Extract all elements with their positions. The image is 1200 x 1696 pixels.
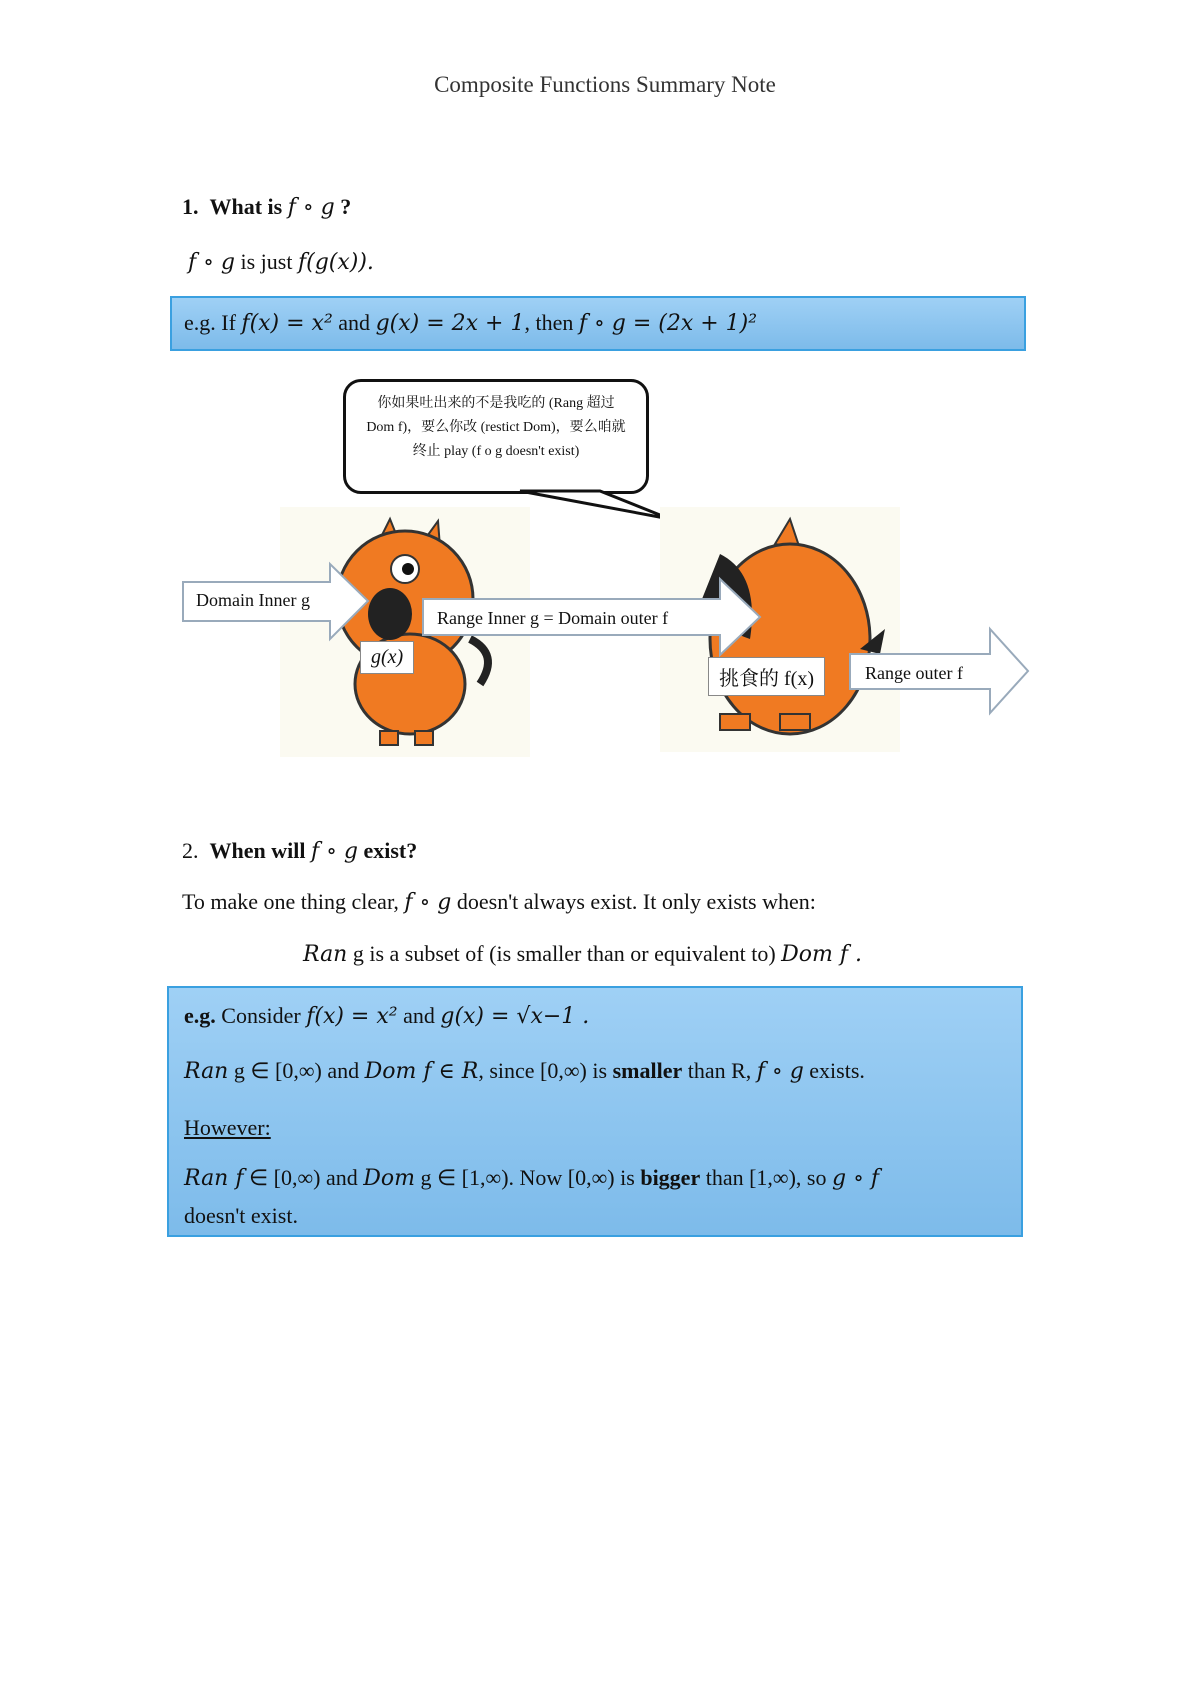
text: To make one thing clear, [182,889,399,914]
text: bigger [640,1165,701,1190]
text: , since [478,1058,535,1083]
example-line-1 [184,996,1006,1037]
however-line [184,1100,1006,1156]
math: f ∘ g = (2x + 1)² [578,311,758,336]
picky-fx-label: 挑食的 f(x) [708,657,825,696]
heading-text: What is [209,194,283,219]
text: However: [184,1115,271,1140]
heading-text: exist? [363,838,418,863]
text: smaller [612,1058,683,1083]
text: g is a subset of (is smaller than or equivalent to) [352,941,776,966]
text: g ∈ [1,∞). Now [420,1165,563,1190]
heading-math: f ∘ g [287,195,335,220]
text: and [326,1165,358,1190]
math: [0,∞) [567,1165,615,1190]
math: g ∈ [0,∞) [233,1058,322,1083]
section-number: 1. [182,194,199,219]
gx-label: g(x) [360,641,414,674]
text: Consider [221,1003,301,1028]
section2-heading [182,838,417,864]
text: than [1,∞), so [705,1165,827,1190]
text: doesn't always exist. It only exists when: [456,889,816,914]
text: , then [524,310,574,335]
example-box-2 [167,986,1023,1237]
math: g(x) = √x−1 . [440,1004,590,1029]
example-line-2 [184,1043,1006,1100]
text: and [338,310,371,335]
section1-heading [182,194,351,220]
speech-bubble: 你如果吐出来的不是我吃的 (Rang 超过 Dom f)，要么你改 (restict Dom)，要么咱就终止 play (f o g doesn't exist) [343,379,649,494]
speech-tail [520,491,670,519]
math: Dom f . [781,942,863,967]
math: f(x) = x² [306,1004,398,1029]
math: g(x) = 2x + 1 [375,311,525,336]
example-line-4 [184,1156,1006,1201]
math: ∈ [0,∞) [249,1165,321,1190]
diagram-art [0,379,1200,759]
intro-line [182,889,816,915]
math: Ran [184,1059,229,1084]
text: exists. [809,1058,865,1083]
range-outer-label: Range outer f [865,663,963,683]
math: Dom f ∈ R [364,1059,479,1084]
range-inner-label: Range Inner g = Domain outer f [437,608,669,628]
section-number: 2. [182,838,199,863]
heading-math: f ∘ g [310,839,358,864]
page-title: Composite Functions Summary Note [434,72,776,97]
math: f ∘ g [404,890,452,915]
text: is [620,1165,635,1190]
math: f ∘ g [756,1059,804,1084]
domain-inner-label: Domain Inner g [196,590,310,610]
text: is just [240,249,293,274]
math: g ∘ f [832,1166,879,1191]
math: Ran f [184,1166,244,1191]
text: is [592,1058,608,1083]
math: Dom [363,1166,416,1191]
rule-line [303,941,862,967]
heading-q: ? [340,194,352,219]
text: e.g. If [184,310,236,335]
math: f(g(x)). [297,250,374,275]
text: and [403,1003,435,1028]
definition-line [188,249,374,275]
math: Ran [303,942,348,967]
example-box-1 [170,296,1026,351]
math: [0,∞) [540,1058,587,1083]
example-line-5: doesn't exist. [184,1203,298,1228]
math: f ∘ g [188,250,235,275]
composite-diagram [0,379,1200,759]
text: than R, [687,1058,752,1083]
text: e.g. [184,1003,216,1028]
heading-text: When will [209,838,306,863]
math: f(x) = x² [241,311,333,336]
text: and [327,1058,360,1083]
